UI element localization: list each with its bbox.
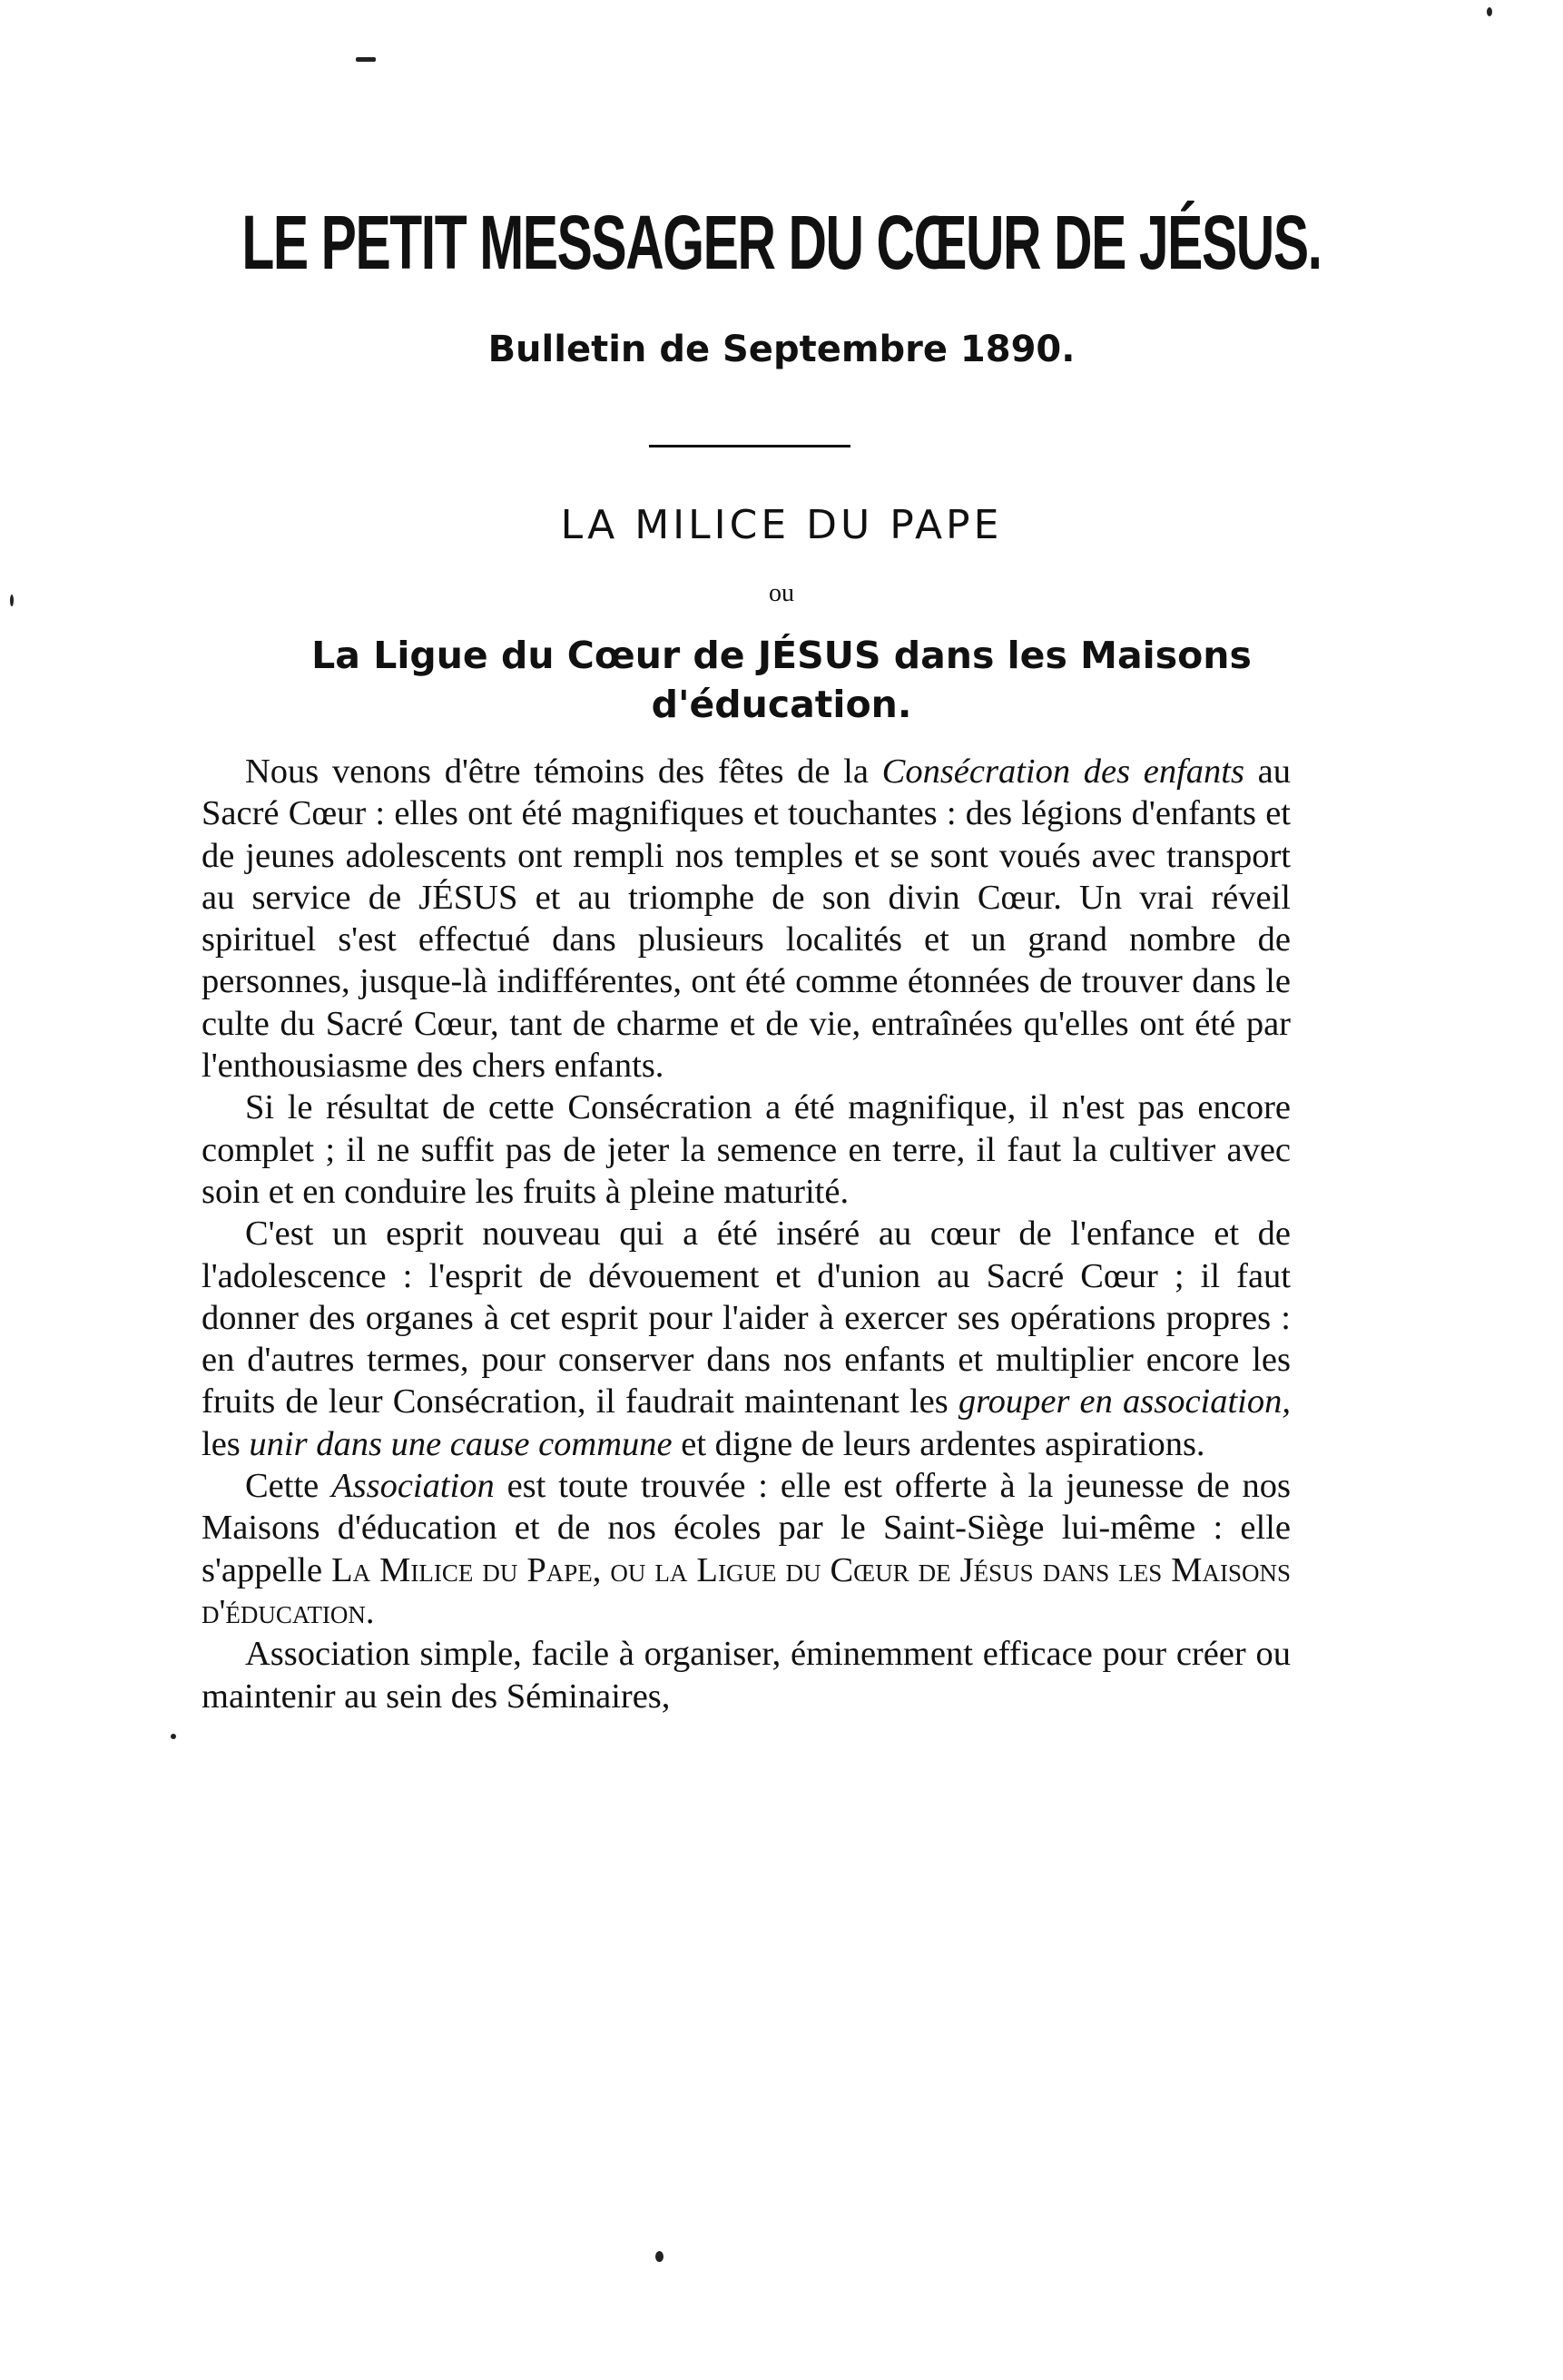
paragraph xyxy=(202,1465,1291,1633)
text-run: et digne de leurs ardentes aspirations. xyxy=(672,1424,1205,1463)
scan-speck xyxy=(171,1734,176,1739)
scan-speck xyxy=(1487,7,1492,16)
text-run: les xyxy=(202,1424,250,1463)
scan-speck xyxy=(655,2251,664,2262)
paragraph xyxy=(202,1087,1291,1213)
paragraph xyxy=(202,751,1291,1087)
emphasis: Association xyxy=(331,1467,495,1506)
scan-speck xyxy=(356,57,376,62)
article-conjunction: ou xyxy=(769,579,794,607)
emphasis: grouper en association, xyxy=(958,1382,1291,1421)
paragraph xyxy=(202,1213,1291,1465)
text-run: Cette xyxy=(245,1467,332,1506)
text-run: au Sacré Cœur : elles ont été magnifiques et touchantes : des légions d'enfants et de jeunes adolescents ont rempli nos temples et se sont voués avec transport au service de JÉSUS et au triomphe de son divin Cœur. Un vrai réveil spirituel s'est effectué dans plusieurs localités et un grand nombre de personnes, jusque-là indifférentes, ont été comme étonnées de trouver dans le culte du Sacré Cœur, tant de charme et de vie, entraînées qu'elles ont été par l'enthousiasme des chers enfants. xyxy=(202,752,1291,1086)
text-run: . xyxy=(365,1592,375,1631)
divider-rule xyxy=(649,445,850,447)
text-run: C'est un esprit nouveau qui a été inséré au cœur de l'enfance et de l'adolescence : l'esprit de dévouement et d'union au Sacré Cœur ; il faut donner des organes à cet esprit pour l'aider à exercer ses opérations propres : en d'autres termes, pour conserver dans nos enfants et multiplier encore les fruits de leur Consécration, il faudrait maintenant les xyxy=(202,1215,1291,1421)
text-run: Si le résultat de cette Consécration a été magnifique, il n'est pas encore complet ; il ne suffit pas de jeter la semence en terre, il faut la cultiver avec soin et en conduire les fruits à pleine maturité. xyxy=(202,1088,1291,1211)
emphasis: unir dans une cause commune xyxy=(249,1424,673,1463)
text-run: Association simple, facile à organiser, éminemment efficace pour créer ou maintenir au sein des Séminaires, xyxy=(202,1635,1291,1716)
bulletin-date: Bulletin de Septembre 1890. xyxy=(487,329,1076,370)
text-run: Nous venons d'être témoins des fêtes de la xyxy=(245,752,882,791)
article-title: LA MILICE DU PAPE xyxy=(560,502,1003,548)
page-title: LE PETIT MESSAGER DU CŒUR DE JÉSUS. xyxy=(241,200,1322,285)
article-body xyxy=(202,751,1291,1717)
article-subtitle: La Ligue du Cœur de JÉSUS dans les Maisons d'éducation. xyxy=(311,634,1252,726)
emphasis: Consécration des enfants xyxy=(881,752,1244,791)
small-caps-name: La Milice du Pape, ou la Ligue du Cœur de Jésus dans les Maisons d'éducation xyxy=(202,1550,1291,1631)
paragraph xyxy=(202,1633,1291,1717)
text-run: est toute trouvée : elle est offerte à la jeunesse de nos Maisons d'éducation et de nos écoles par le Saint-Siège lui-même : elle s'appelle xyxy=(202,1467,1291,1589)
